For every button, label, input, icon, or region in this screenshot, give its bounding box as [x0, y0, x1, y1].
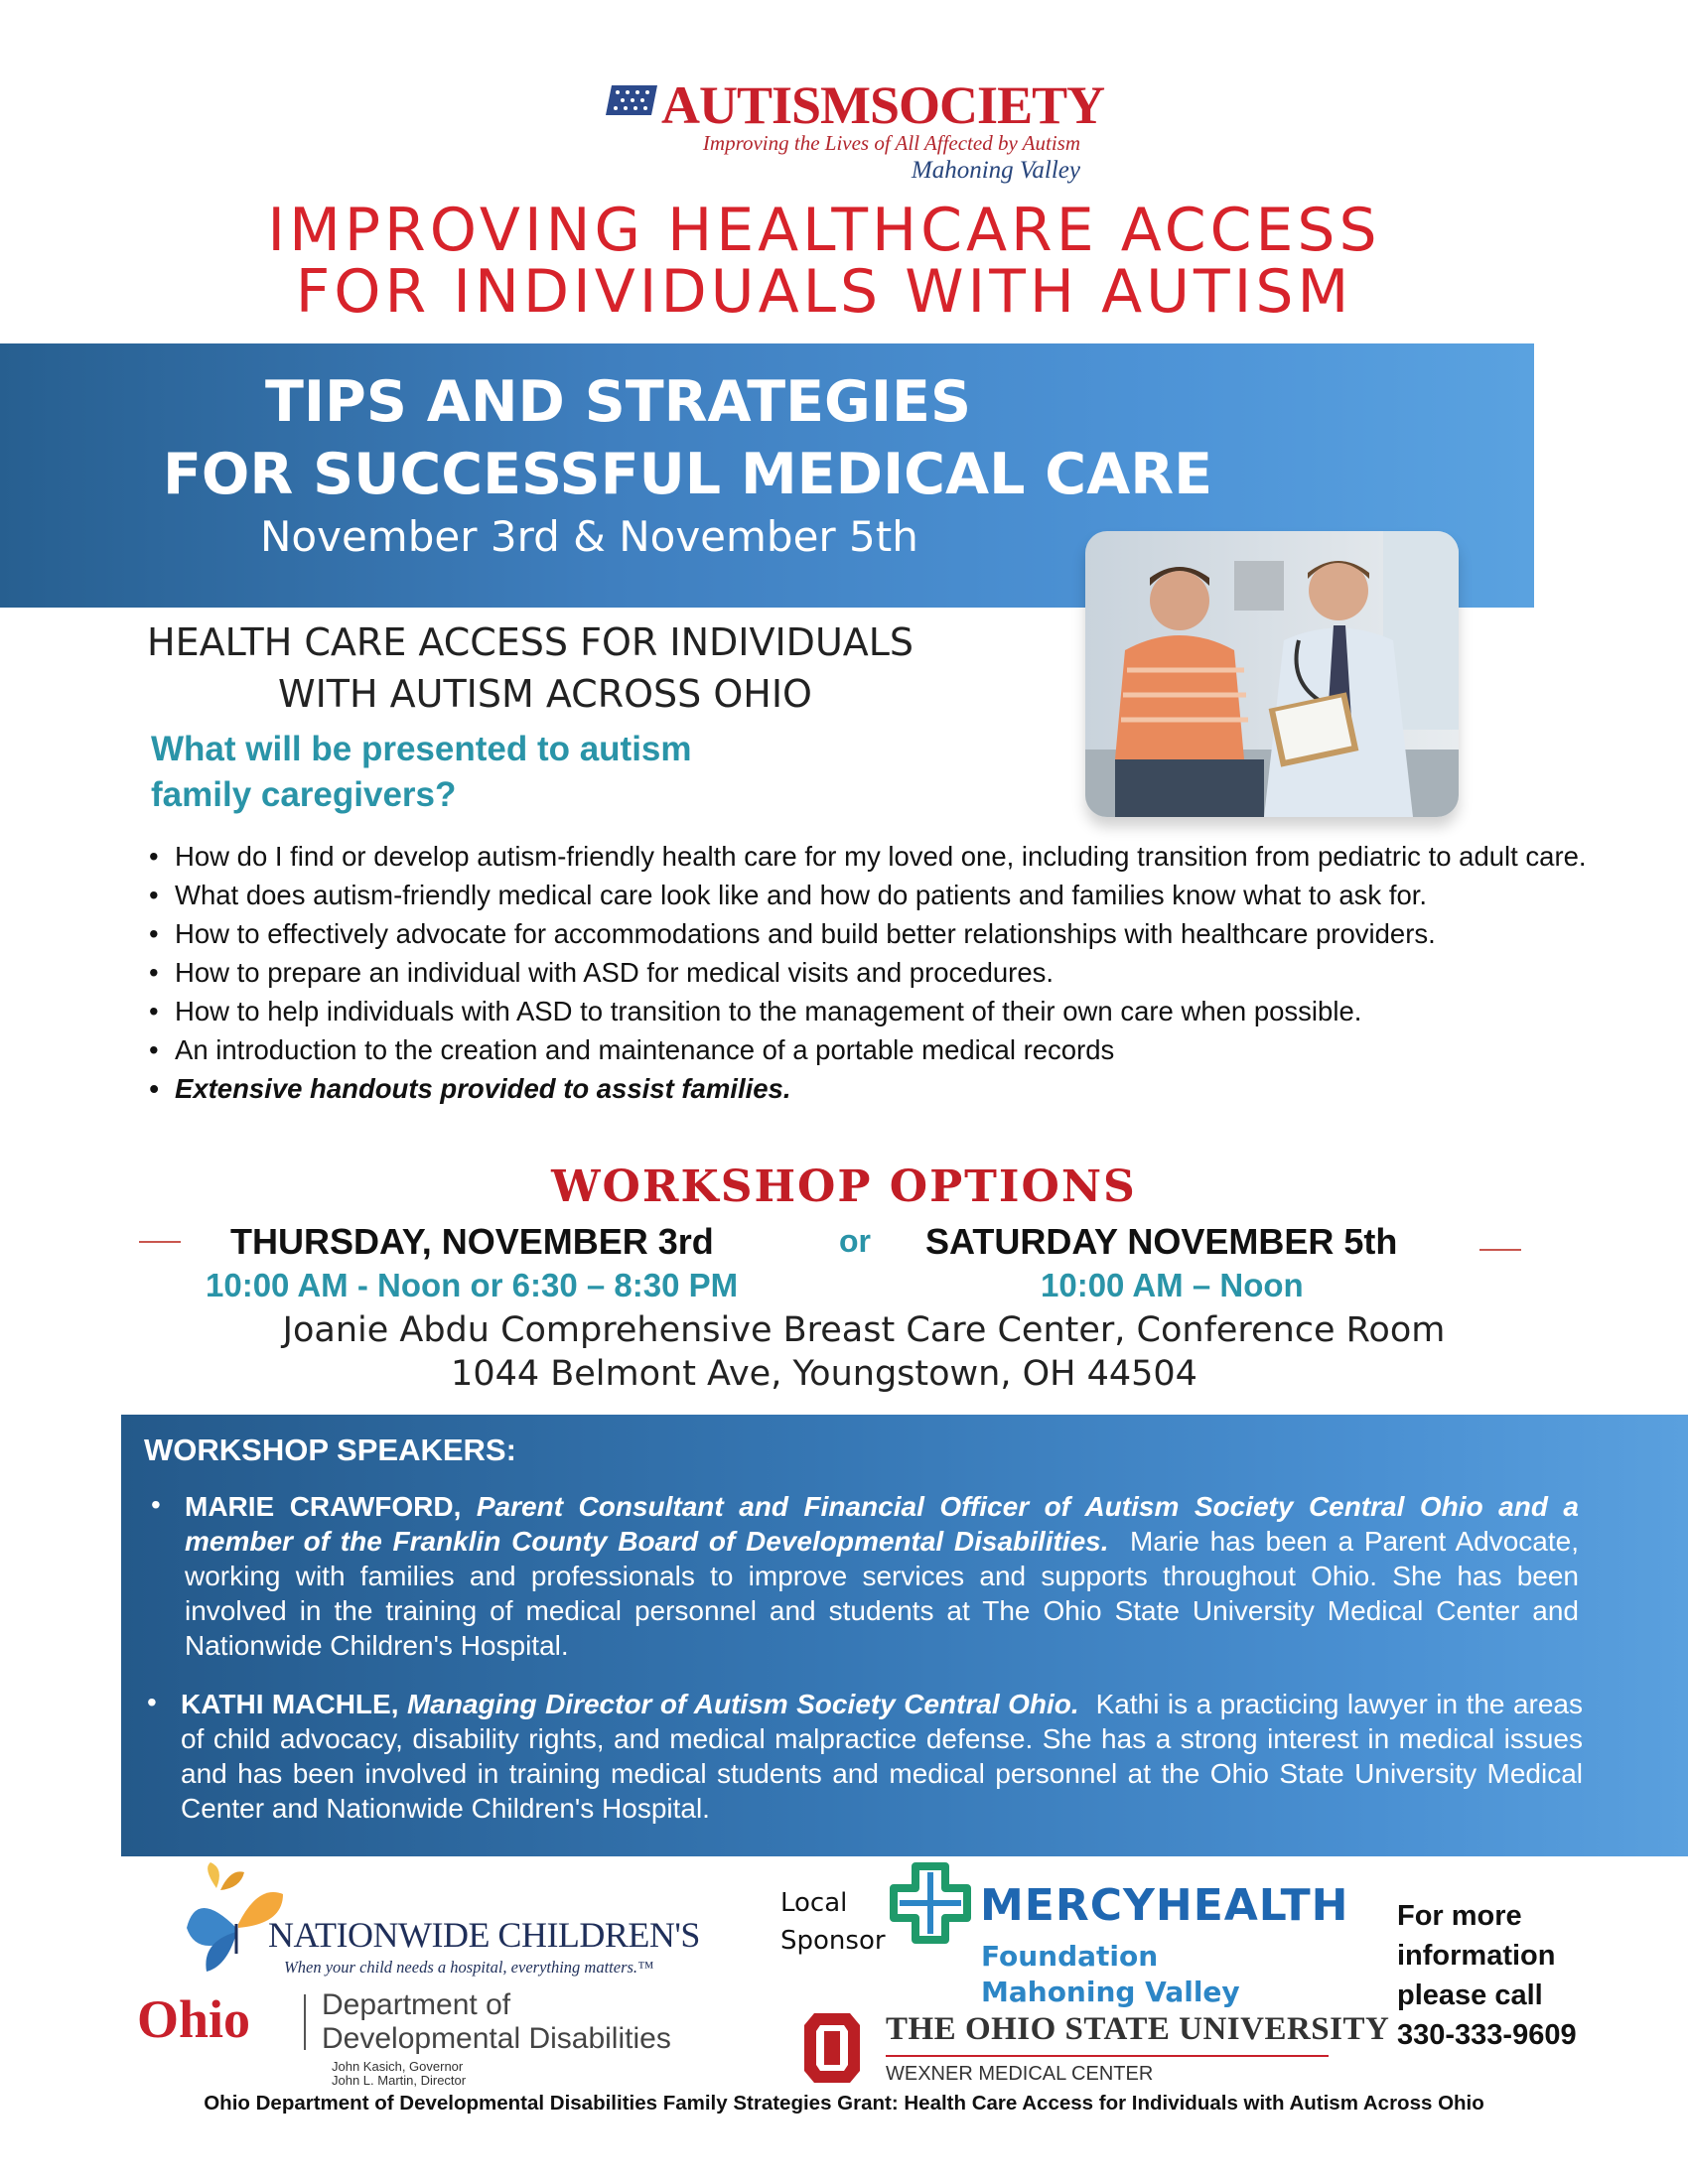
workshop-address: 1044 Belmont Ave, Youngstown, OH 44504 [451, 1354, 1197, 1394]
contact-line1: For more [1397, 1900, 1522, 1932]
speaker-name: KATHI MACHLE, [181, 1689, 399, 1719]
topic-item: • How do I find or develop autism-friendly health care for my loved one, including transition from pediatric to adult care. [149, 837, 1589, 876]
contact-line3: please call [1397, 1979, 1543, 2011]
banner-heading-line1: TIPS AND STRATEGIES [264, 369, 972, 435]
divider-right [1479, 1249, 1521, 1251]
ohio-dodd-logo [137, 1988, 782, 2088]
ohio-dept-line1: Department of [322, 1988, 511, 2021]
local-line2: Sponsor [780, 1926, 886, 1956]
subheading-line1: HEALTH CARE ACCESS FOR INDIVIDUALS [147, 620, 914, 664]
osu-rule [886, 2055, 1329, 2057]
mercy-health-word [980, 1880, 1348, 1931]
doctor-patient-photo [1085, 531, 1459, 817]
ohio-divider [304, 1994, 306, 2050]
autism-society-logo [606, 75, 1105, 187]
mercy-word1: MERCY [980, 1880, 1156, 1931]
banner-heading-line2: FOR SUCCESSFUL MEDICAL CARE [162, 442, 1213, 507]
workshop-venue: Joanie Abdu Comprehensive Breast Care Center, Conference Room [282, 1310, 1446, 1350]
workshop-options-heading: WORKSHOP OPTIONS [551, 1161, 1137, 1212]
ohio-state-logo [802, 2009, 1390, 2089]
divider-left [139, 1241, 181, 1243]
contact-phone: 330-333-9609 [1397, 2019, 1577, 2051]
topics-list [149, 837, 1589, 1108]
main-title-line1: IMPROVING HEALTHCARE ACCESS [267, 196, 1381, 265]
topic-item: • How to effectively advocate for accommodations and build better relationships with healthcare providers. [149, 914, 1589, 953]
osu-block-o-icon [802, 2009, 862, 2087]
workshop-or: or [839, 1223, 871, 1259]
logo-tagline: Improving the Lives of All Affected by Autism [702, 131, 1080, 155]
topic-item: • How to help individuals with ASD to transition to the management of their own care when possible. [149, 992, 1589, 1030]
flag-icon [606, 83, 657, 117]
workshop-day2: SATURDAY NOVEMBER 5th [925, 1221, 1398, 1262]
speaker-bio: Kathi is a practicing lawyer in the areas of child advocacy, disability rights, and medical malpractice defense. She has a strong interest in medical issues and has been involved in training medical students and medical personnel at the Ohio State University Medical Center and Nationwide Children's Hospital. [181, 1689, 1584, 1824]
banner-dates: November 3rd & November 5th [260, 512, 918, 561]
mercy-health-logo [886, 1858, 1352, 2007]
topic-item: • An introduction to the creation and maintenance of a portable medical records [149, 1030, 1589, 1069]
speakers-heading: WORKSHOP SPEAKERS: [144, 1433, 516, 1467]
grant-footer: Ohio Department of Developmental Disabilities Family Strategies Grant: Health Care Access for Individuals with Autism Across Ohio [204, 2092, 1484, 2115]
ohio-dept-line2: Developmental Disabilities [322, 2022, 671, 2055]
speaker-bio: Marie has been a Parent Advocate, working with families and professionals to improve services and supports throughout Ohio. She has been involved in the training of medical personnel and students at The Ohio State University Medical Center and Nationwide Children's Hospital. [185, 1526, 1580, 1661]
question-line2: family caregivers? [151, 775, 457, 814]
ohio-officials [332, 2060, 466, 2088]
nationwide-name: NATIONWIDE CHILDREN'S [268, 1915, 700, 1955]
workshop-day1: THURSDAY, NOVEMBER 3rd [230, 1221, 714, 1262]
speaker-bullet: • [151, 1489, 161, 1520]
subheading-line2: WITH AUTISM ACROSS OHIO [278, 672, 812, 716]
logo-name: AUTISMSOCIETY [661, 75, 1105, 135]
local-sponsor-label [780, 1884, 886, 1960]
logo-chapter: Mahoning Valley [911, 157, 1080, 184]
main-title-line2: FOR INDIVIDUALS WITH AUTISM [295, 257, 1353, 327]
speaker-title: Parent Consultant and Financial Officer of Autism Society Central Ohio and a member of the Franklin County Board of Developmental Disabilities. [185, 1491, 1580, 1557]
local-line1: Local [780, 1888, 848, 1918]
osu-name: THE OHIO STATE UNIVERSITY [886, 2011, 1390, 2047]
speaker-title: Managing Director of Autism Society Central Ohio. [406, 1689, 1079, 1719]
workshop-time2: 10:00 AM – Noon [1041, 1267, 1304, 1303]
speaker-name: MARIE CRAWFORD, [185, 1491, 462, 1522]
ohio-director: John L. Martin, Director [332, 2073, 467, 2088]
nationwide-childrens-logo [177, 1858, 700, 1987]
workshop-time1: 10:00 AM - Noon or 6:30 – 8:30 PM [206, 1267, 739, 1303]
contact-info [1397, 1896, 1577, 2055]
speaker-kathi-machle [181, 1687, 1583, 1826]
ohio-dept [322, 1988, 671, 2056]
osu-wexner: WEXNER MEDICAL CENTER [886, 2063, 1154, 2085]
contact-line2: information [1397, 1940, 1556, 1972]
topic-item-handouts: • Extensive handouts provided to assist families. [149, 1069, 1589, 1108]
topic-item: • How to prepare an individual with ASD for medical visits and procedures. [149, 953, 1589, 992]
ohio-word: Ohio [137, 1989, 251, 2049]
speaker-bullet: • [147, 1687, 157, 1717]
nationwide-tagline: When your child needs a hospital, everything matters.™ [284, 1958, 654, 1977]
mercy-word2: HEALTH [1155, 1880, 1349, 1931]
ohio-governor: John Kasich, Governor [332, 2059, 464, 2074]
mercy-cross-icon [886, 1858, 975, 1948]
topic-item: • What does autism-friendly medical care look like and how do patients and families know what to ask for. [149, 876, 1589, 914]
mercy-foundation: Foundation [981, 1940, 1159, 1973]
question-line1: What will be presented to autism [151, 730, 692, 768]
mercy-mahoning: Mahoning Valley [981, 1976, 1240, 2008]
speaker-marie-crawford [185, 1489, 1579, 1663]
